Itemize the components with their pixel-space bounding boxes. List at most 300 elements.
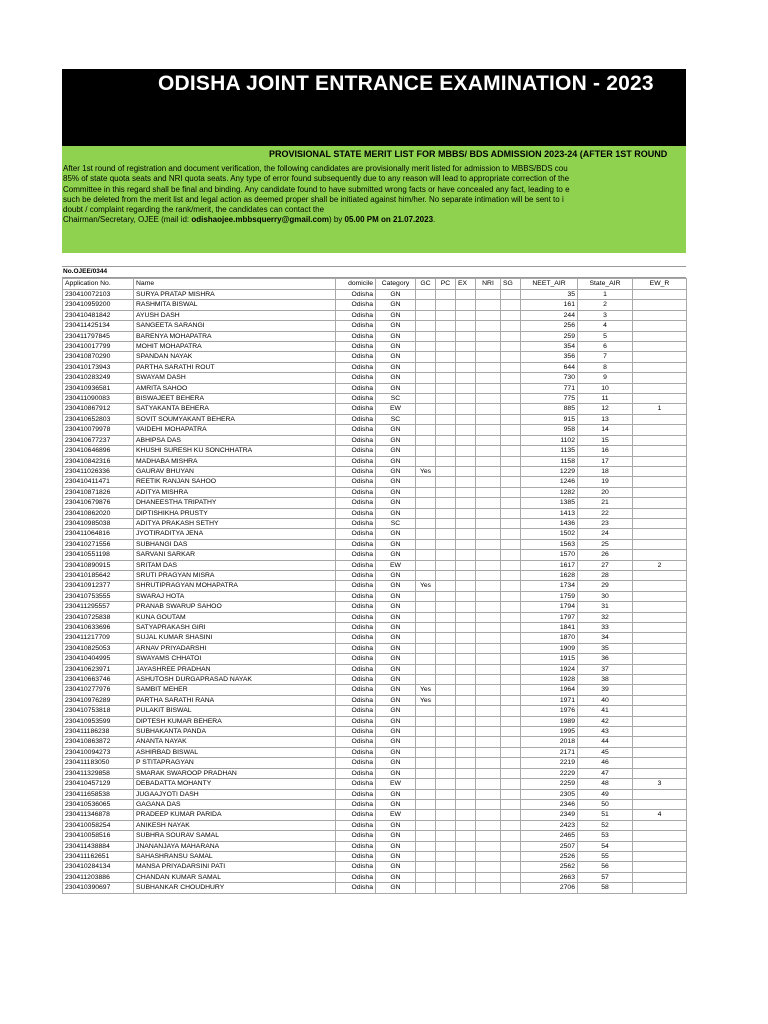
cell-neet-air: 354 [521, 342, 578, 352]
contact-prefix: Chairman/Secretary, OJEE (mail id: [63, 215, 192, 225]
cell-ew-r [633, 362, 687, 372]
cell-state-air: 35 [578, 643, 633, 653]
cell-ex [456, 820, 476, 830]
cell-name: SWAYAM DASH [134, 373, 336, 383]
cell-ew-r [633, 581, 687, 591]
table-row [63, 539, 687, 549]
cell-state-air: 1 [578, 290, 633, 300]
cell-name: REETIK RANJAN SAHOO [134, 477, 336, 487]
cell-neet-air: 1734 [521, 581, 578, 591]
cell-sg [501, 498, 521, 508]
cell-ew-r [633, 508, 687, 518]
cell-pc [436, 623, 456, 633]
cell-category: GN [376, 602, 416, 612]
cell-state-air: 14 [578, 425, 633, 435]
cell-nri [476, 737, 501, 747]
table-row [63, 591, 687, 601]
cell-sg [501, 789, 521, 799]
cell-state-air: 50 [578, 799, 633, 809]
cell-gc [416, 799, 436, 809]
cell-name: SPANDAN NAYAK [134, 352, 336, 362]
cell-domicile: Odisha [336, 560, 376, 570]
cell-domicile: Odisha [336, 383, 376, 393]
cell-neet-air: 1759 [521, 591, 578, 601]
table-row [63, 654, 687, 664]
table-row [63, 768, 687, 778]
cell-name: ARNAV PRIYADARSHI [134, 643, 336, 653]
cell-domicile: Odisha [336, 456, 376, 466]
cell-neet-air: 259 [521, 331, 578, 341]
cell-nri [476, 810, 501, 820]
cell-category: EW [376, 560, 416, 570]
cell-pc [436, 737, 456, 747]
cell-ew-r [633, 487, 687, 497]
cell-sg [501, 623, 521, 633]
cell-neet-air: 771 [521, 383, 578, 393]
cell-ex [456, 404, 476, 414]
cell-gc [416, 362, 436, 372]
table-row [63, 414, 687, 424]
table-header [63, 279, 687, 290]
notice-line: such be deleted from the merit list and legal action as deemed proper shall be initiated against him/her. No separate intimation will be sent to i [63, 194, 564, 204]
cell-name: SUBHANGI DAS [134, 539, 336, 549]
table-row [63, 716, 687, 726]
cell-state-air: 33 [578, 623, 633, 633]
cell-ex [456, 560, 476, 570]
cell-category: GN [376, 799, 416, 809]
cell-state-air: 9 [578, 373, 633, 383]
cell-category: GN [376, 883, 416, 893]
notice-line: doubt / complaint regarding the rank/merit, the candidates can contact the [63, 205, 325, 215]
cell-domicile: Odisha [336, 362, 376, 372]
cell-neet-air: 1246 [521, 477, 578, 487]
cell-pc [436, 570, 456, 580]
cell-state-air: 34 [578, 633, 633, 643]
cell-application-no: 230411162651 [63, 851, 134, 861]
merit-list-sheet [62, 69, 686, 894]
cell-sg [501, 737, 521, 747]
cell-domicile: Odisha [336, 820, 376, 830]
cell-domicile: Odisha [336, 446, 376, 456]
cell-ex [456, 373, 476, 383]
cell-domicile: Odisha [336, 779, 376, 789]
cell-sg [501, 695, 521, 705]
cell-nri [476, 331, 501, 341]
cell-category: GN [376, 612, 416, 622]
cell-category: EW [376, 404, 416, 414]
cell-category: GN [376, 550, 416, 560]
cell-application-no: 230411064816 [63, 529, 134, 539]
cell-name: BISWAJEET BEHERA [134, 394, 336, 404]
cell-name: DIPTESH KUMAR BEHERA [134, 716, 336, 726]
cell-gc [416, 841, 436, 851]
cell-application-no: 230410277976 [63, 685, 134, 695]
cell-name: DHANEESTHA TRIPATHY [134, 498, 336, 508]
cell-category: GN [376, 581, 416, 591]
cell-neet-air: 1436 [521, 518, 578, 528]
cell-neet-air: 1915 [521, 654, 578, 664]
cell-gc [416, 321, 436, 331]
cell-nri [476, 550, 501, 560]
cell-nri [476, 602, 501, 612]
cell-name: MANSA PRIYADARSINI PATI [134, 862, 336, 872]
cell-name: SANGEETA SARANGI [134, 321, 336, 331]
table-row [63, 300, 687, 310]
cell-pc [436, 727, 456, 737]
cell-sg [501, 862, 521, 872]
cell-category: EW [376, 779, 416, 789]
cell-nri [476, 831, 501, 841]
cell-category: GN [376, 508, 416, 518]
cell-sg [501, 435, 521, 445]
cell-sg [501, 851, 521, 861]
cell-name: SOVIT SOUMYAKANT BEHERA [134, 414, 336, 424]
cell-nri [476, 581, 501, 591]
cell-sg [501, 487, 521, 497]
contact-mid: ) by [328, 215, 345, 225]
cell-neet-air: 1385 [521, 498, 578, 508]
cell-category: GN [376, 290, 416, 300]
cell-gc [416, 508, 436, 518]
cell-domicile: Odisha [336, 612, 376, 622]
cell-gc [416, 643, 436, 653]
cell-nri [476, 591, 501, 601]
cell-application-no: 230410871826 [63, 487, 134, 497]
cell-nri [476, 456, 501, 466]
cell-ex [456, 706, 476, 716]
cell-neet-air: 35 [521, 290, 578, 300]
cell-application-no: 230410411471 [63, 477, 134, 487]
table-row [63, 737, 687, 747]
cell-sg [501, 841, 521, 851]
cell-ew-r [633, 675, 687, 685]
cell-pc [436, 799, 456, 809]
cell-category: GN [376, 747, 416, 757]
cell-gc [416, 810, 436, 820]
cell-sg [501, 831, 521, 841]
cell-category: GN [376, 498, 416, 508]
cell-application-no: 230411425134 [63, 321, 134, 331]
cell-neet-air: 1995 [521, 727, 578, 737]
cell-sg [501, 883, 521, 893]
cell-gc [416, 789, 436, 799]
cell-gc [416, 394, 436, 404]
cell-pc [436, 404, 456, 414]
notice-text [62, 160, 686, 226]
cell-sg [501, 550, 521, 560]
cell-nri [476, 643, 501, 653]
cell-application-no: 230410481842 [63, 310, 134, 320]
cell-pc [436, 872, 456, 882]
cell-neet-air: 1989 [521, 716, 578, 726]
cell-pc [436, 477, 456, 487]
cell-nri [476, 404, 501, 414]
cell-sg [501, 383, 521, 393]
cell-application-no: 230410094273 [63, 747, 134, 757]
cell-ex [456, 446, 476, 456]
cell-ex [456, 643, 476, 653]
cell-ew-r [633, 851, 687, 861]
cell-state-air: 7 [578, 352, 633, 362]
cell-ex [456, 550, 476, 560]
cell-domicile: Odisha [336, 425, 376, 435]
cell-gc [416, 518, 436, 528]
cell-gc [416, 851, 436, 861]
cell-category: GN [376, 768, 416, 778]
table-row [63, 394, 687, 404]
cell-ew-r [633, 570, 687, 580]
cell-gc [416, 633, 436, 643]
cell-gc [416, 477, 436, 487]
cell-domicile: Odisha [336, 872, 376, 882]
cell-pc [436, 664, 456, 674]
cell-pc [436, 435, 456, 445]
cell-pc [436, 810, 456, 820]
cell-ew-r [633, 841, 687, 851]
cell-ex [456, 310, 476, 320]
cell-domicile: Odisha [336, 466, 376, 476]
spacer-row [62, 253, 686, 267]
cell-domicile: Odisha [336, 747, 376, 757]
cell-gc [416, 602, 436, 612]
cell-ex [456, 498, 476, 508]
cell-nri [476, 789, 501, 799]
cell-domicile: Odisha [336, 487, 376, 497]
cell-category: GN [376, 851, 416, 861]
notice-panel [62, 146, 686, 253]
cell-ex [456, 456, 476, 466]
cell-domicile: Odisha [336, 414, 376, 424]
cell-nri [476, 487, 501, 497]
table-row [63, 466, 687, 476]
cell-gc [416, 435, 436, 445]
cell-neet-air: 1158 [521, 456, 578, 466]
cell-category: GN [376, 487, 416, 497]
cell-sg [501, 675, 521, 685]
cell-sg [501, 685, 521, 695]
cell-ew-r [633, 612, 687, 622]
cell-pc [436, 362, 456, 372]
cell-domicile: Odisha [336, 518, 376, 528]
cell-neet-air: 885 [521, 404, 578, 414]
cell-state-air: 27 [578, 560, 633, 570]
cell-sg [501, 727, 521, 737]
cell-name: MOHIT MOHAPATRA [134, 342, 336, 352]
cell-nri [476, 862, 501, 872]
cell-gc [416, 414, 436, 424]
cell-nri [476, 446, 501, 456]
cell-category: GN [376, 685, 416, 695]
table-row [63, 310, 687, 320]
cell-category: GN [376, 331, 416, 341]
cell-nri [476, 758, 501, 768]
cell-pc [436, 342, 456, 352]
table-row [63, 342, 687, 352]
table-row [63, 383, 687, 393]
cell-pc [436, 550, 456, 560]
column-header-domicile: domicile [336, 279, 376, 290]
cell-state-air: 45 [578, 747, 633, 757]
cell-domicile: Odisha [336, 550, 376, 560]
cell-name: JYOTIRADITYA JENA [134, 529, 336, 539]
cell-domicile: Odisha [336, 570, 376, 580]
cell-neet-air: 2346 [521, 799, 578, 809]
cell-ew-r: 2 [633, 560, 687, 570]
cell-state-air: 53 [578, 831, 633, 841]
cell-ex [456, 862, 476, 872]
cell-name: SRUTI PRAGYAN MISRA [134, 570, 336, 580]
cell-ew-r [633, 550, 687, 560]
cell-nri [476, 695, 501, 705]
cell-pc [436, 539, 456, 549]
cell-ew-r [633, 529, 687, 539]
notice-line: Committee in this regard shall be final and binding. Any candidate found to have submitted wrong facts or have concealed any fact, leading to e [63, 184, 570, 194]
cell-ex [456, 466, 476, 476]
cell-name: ADITYA MISHRA [134, 487, 336, 497]
cell-application-no: 230410017799 [63, 342, 134, 352]
cell-gc [416, 654, 436, 664]
cell-pc [436, 633, 456, 643]
cell-gc [416, 425, 436, 435]
cell-ex [456, 747, 476, 757]
cell-sg [501, 820, 521, 830]
cell-category: GN [376, 321, 416, 331]
cell-category: GN [376, 664, 416, 674]
cell-pc [436, 820, 456, 830]
cell-state-air: 40 [578, 695, 633, 705]
cell-name: PRANAB SWARUP SAHOO [134, 602, 336, 612]
cell-application-no: 230411026336 [63, 466, 134, 476]
cell-name: SHRUTIPRAGYAN MOHAPATRA [134, 581, 336, 591]
cell-category: GN [376, 570, 416, 580]
cell-ex [456, 810, 476, 820]
cell-state-air: 48 [578, 779, 633, 789]
cell-gc [416, 862, 436, 872]
cell-ew-r [633, 664, 687, 674]
cell-category: GN [376, 477, 416, 487]
cell-ex [456, 758, 476, 768]
cell-ew-r [633, 383, 687, 393]
cell-state-air: 37 [578, 664, 633, 674]
cell-pc [436, 352, 456, 362]
cell-ex [456, 602, 476, 612]
table-row [63, 779, 687, 789]
cell-application-no: 230410390697 [63, 883, 134, 893]
cell-gc [416, 290, 436, 300]
cell-gc [416, 675, 436, 685]
cell-application-no: 230410753818 [63, 706, 134, 716]
cell-neet-air: 256 [521, 321, 578, 331]
cell-name: SATYAKANTA BEHERA [134, 404, 336, 414]
cell-sg [501, 373, 521, 383]
cell-name: MADHABA MISHRA [134, 456, 336, 466]
cell-nri [476, 654, 501, 664]
title-banner [62, 69, 686, 146]
cell-ex [456, 789, 476, 799]
cell-gc [416, 612, 436, 622]
cell-sg [501, 529, 521, 539]
cell-sg [501, 768, 521, 778]
cell-domicile: Odisha [336, 737, 376, 747]
cell-ew-r [633, 737, 687, 747]
column-header-state-air: State_AIR [578, 279, 633, 290]
cell-neet-air: 1870 [521, 633, 578, 643]
cell-sg [501, 872, 521, 882]
table-row [63, 331, 687, 341]
column-header-pc: PC [436, 279, 456, 290]
cell-state-air: 26 [578, 550, 633, 560]
table-row [63, 685, 687, 695]
cell-pc [436, 414, 456, 424]
cell-nri [476, 394, 501, 404]
cell-nri [476, 799, 501, 809]
cell-gc: Yes [416, 685, 436, 695]
cell-state-air: 25 [578, 539, 633, 549]
cell-application-no: 230410646896 [63, 446, 134, 456]
cell-domicile: Odisha [336, 675, 376, 685]
cell-ew-r [633, 727, 687, 737]
cell-state-air: 2 [578, 300, 633, 310]
cell-application-no: 230410551198 [63, 550, 134, 560]
column-header-sg: SG [501, 279, 521, 290]
cell-category: GN [376, 300, 416, 310]
cell-gc [416, 560, 436, 570]
cell-ex [456, 352, 476, 362]
cell-neet-air: 958 [521, 425, 578, 435]
cell-gc [416, 498, 436, 508]
cell-category: GN [376, 820, 416, 830]
cell-name: GAGANA DAS [134, 799, 336, 809]
cell-nri [476, 477, 501, 487]
contact-email[interactable]: odishaojee.mbbsquerry@gmail.com [191, 215, 329, 225]
cell-ex [456, 570, 476, 580]
cell-sg [501, 352, 521, 362]
cell-state-air: 32 [578, 612, 633, 622]
cell-ew-r [633, 643, 687, 653]
cell-name: SUBHRA SOURAV SAMAL [134, 831, 336, 841]
cell-neet-air: 1413 [521, 508, 578, 518]
cell-gc [416, 331, 436, 341]
cell-name: PARTHA SARATHI RANA [134, 695, 336, 705]
cell-category: GN [376, 737, 416, 747]
notice-line: After 1st round of registration and document verification, the following candidates are provisionally merit listed for admission to MBBS/BDS cou [63, 164, 568, 173]
table-row [63, 758, 687, 768]
cell-application-no: 230411203886 [63, 872, 134, 882]
table-row [63, 675, 687, 685]
cell-application-no: 230410536065 [63, 799, 134, 809]
cell-pc [436, 383, 456, 393]
cell-sg [501, 779, 521, 789]
cell-domicile: Odisha [336, 373, 376, 383]
cell-category: GN [376, 539, 416, 549]
contact-line [63, 215, 686, 225]
cell-ex [456, 779, 476, 789]
cell-domicile: Odisha [336, 706, 376, 716]
cell-state-air: 4 [578, 321, 633, 331]
cell-application-no: 230411329858 [63, 768, 134, 778]
cell-neet-air: 730 [521, 373, 578, 383]
cell-sg [501, 518, 521, 528]
cell-gc [416, 373, 436, 383]
cell-name: JAYASHREE PRADHAN [134, 664, 336, 674]
cell-ew-r [633, 747, 687, 757]
cell-ew-r [633, 799, 687, 809]
cell-neet-air: 1909 [521, 643, 578, 653]
cell-application-no: 230410058516 [63, 831, 134, 841]
cell-state-air: 30 [578, 591, 633, 601]
cell-neet-air: 644 [521, 362, 578, 372]
cell-application-no: 230411797845 [63, 331, 134, 341]
